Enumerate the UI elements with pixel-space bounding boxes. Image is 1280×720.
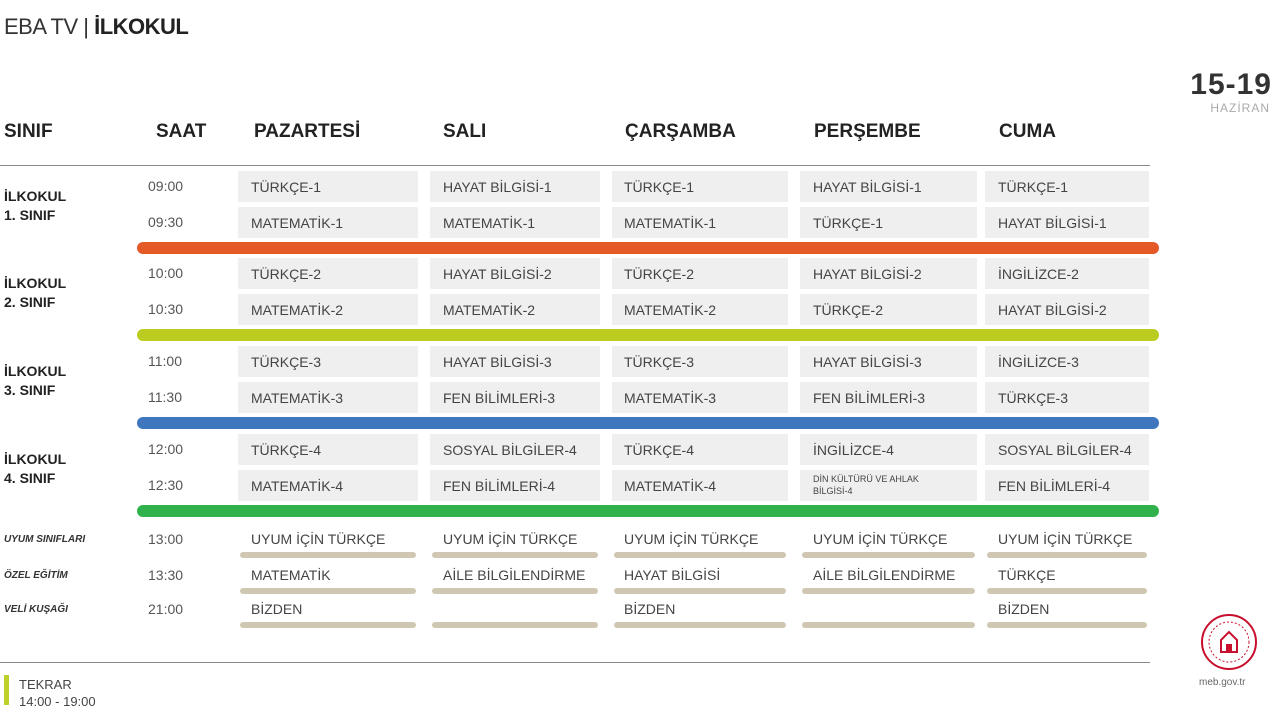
time-cell: 10:00 [148, 265, 184, 281]
subject-cell: AİLE BİLGİLENDİRME [443, 567, 586, 583]
subject-cell: İNGİLİZCE-2 [998, 266, 1079, 282]
subject-cell: UYUM İÇİN TÜRKÇE [443, 531, 578, 547]
subject-cell: HAYAT BİLGİSİ-1 [813, 179, 922, 195]
group-separator [137, 505, 1159, 517]
subject-cell: TÜRKÇE-2 [813, 302, 884, 318]
subject-cell: MATEMATİK-1 [443, 215, 536, 231]
subject-cell: TÜRKÇE-1 [813, 215, 884, 231]
subject-cell: UYUM İÇİN TÜRKÇE [624, 531, 759, 547]
cell-underline [614, 552, 786, 558]
time-cell: 12:00 [148, 441, 184, 457]
cell-underline [802, 622, 975, 628]
subject-cell: İNGİLİZCE-4 [813, 442, 894, 458]
meb-logo-icon [1199, 612, 1259, 672]
subject-cell: MATEMATİK-3 [624, 390, 717, 406]
group-separator [137, 417, 1159, 429]
footer-divider [0, 662, 1150, 663]
tekrar-marker [4, 675, 9, 705]
header-day: SALI [443, 121, 487, 142]
subject-cell: HAYAT BİLGİSİ-2 [813, 266, 922, 282]
time-cell: 21:00 [148, 601, 184, 617]
group-label: İLKOKUL 1. SINIF [4, 188, 67, 223]
category-label: UYUM SINIFLARI [4, 534, 86, 545]
subject-cell: HAYAT BİLGİSİ-1 [443, 179, 552, 195]
cell-underline [802, 552, 975, 558]
subject-cell: BİZDEN [624, 601, 676, 617]
cell-underline [240, 552, 416, 558]
subject-cell: MATEMATİK-2 [251, 302, 344, 318]
group-label: İLKOKUL 2. SINIF [4, 275, 67, 310]
title-main: İLKOKUL [94, 14, 189, 39]
subject-cell: MATEMATİK-4 [251, 478, 344, 494]
tekrar-info [19, 676, 96, 710]
subject-cell: TÜRKÇE-3 [998, 390, 1069, 406]
cell-underline [614, 622, 786, 628]
subject-cell: MATEMATİK-2 [443, 302, 536, 318]
time-cell: 13:30 [148, 567, 184, 583]
subject-cell: İNGİLİZCE-3 [998, 354, 1079, 370]
header-day: PAZARTESİ [254, 121, 361, 142]
header-day: ÇARŞAMBA [625, 121, 736, 142]
cell-underline [987, 588, 1147, 594]
subject-cell: HAYAT BİLGİSİ-1 [998, 215, 1107, 231]
tekrar-label: TEKRAR [19, 677, 72, 692]
header-day: PERŞEMBE [814, 121, 921, 142]
subject-cell: HAYAT BİLGİSİ-3 [443, 354, 552, 370]
time-cell: 11:30 [148, 389, 182, 405]
subject-cell: FEN BİLİMLERİ-3 [443, 390, 556, 406]
subject-cell: SOSYAL BİLGİLER-4 [998, 442, 1132, 458]
subject-cell: MATEMATİK-1 [624, 215, 717, 231]
header-sinif: SINIF [4, 121, 53, 142]
time-cell: 09:00 [148, 178, 184, 194]
header-saat: SAAT [156, 121, 207, 142]
tekrar-time: 14:00 - 19:00 [19, 694, 96, 709]
subject-cell: TÜRKÇE-3 [624, 354, 695, 370]
subject-cell: TÜRKÇE-1 [251, 179, 322, 195]
group-label: İLKOKUL 3. SINIF [4, 363, 67, 398]
subject-cell: TÜRKÇE-4 [251, 442, 322, 458]
subject-cell: UYUM İÇİN TÜRKÇE [813, 531, 948, 547]
subject-cell: TÜRKÇE-1 [998, 179, 1069, 195]
subject-cell: TÜRKÇE [998, 567, 1056, 583]
subject-cell: TÜRKÇE-2 [624, 266, 695, 282]
cell-underline [987, 552, 1147, 558]
date-month: HAZİRAN [1210, 101, 1270, 115]
subject-cell: UYUM İÇİN TÜRKÇE [251, 531, 386, 547]
subject-cell: FEN BİLİMLERİ-4 [443, 478, 556, 494]
time-cell: 11:00 [148, 353, 182, 369]
subject-cell: FEN BİLİMLERİ-3 [813, 390, 926, 406]
subject-cell: TÜRKÇE-1 [624, 179, 695, 195]
subject-cell: MATEMATİK [251, 567, 331, 583]
cell-underline [432, 588, 598, 594]
subject-cell: TÜRKÇE-2 [251, 266, 322, 282]
category-label: VELİ KUŞAĞI [4, 604, 68, 615]
subject-cell: UYUM İÇİN TÜRKÇE [998, 531, 1133, 547]
cell-underline [432, 552, 598, 558]
subject-cell: BİZDEN [998, 601, 1050, 617]
title-prefix: EBA TV | [4, 14, 95, 39]
subject-cell: TÜRKÇE-3 [251, 354, 322, 370]
header-divider [0, 165, 1150, 166]
subject-cell: HAYAT BİLGİSİ-3 [813, 354, 922, 370]
subject-cell: HAYAT BİLGİSİ-2 [443, 266, 552, 282]
subject-cell: DİN KÜLTÜRÜ VE AHLAK BİLGİSİ-4 [813, 474, 919, 496]
header-day: CUMA [999, 121, 1056, 142]
page-title [4, 14, 188, 40]
subject-cell: MATEMATİK-1 [251, 215, 344, 231]
subject-cell: MATEMATİK-4 [624, 478, 717, 494]
subject-cell: SOSYAL BİLGİLER-4 [443, 442, 577, 458]
subject-cell: TÜRKÇE-4 [624, 442, 695, 458]
category-label: ÖZEL EĞİTİM [4, 570, 68, 581]
cell-underline [432, 622, 598, 628]
group-label: İLKOKUL 4. SINIF [4, 451, 67, 486]
subject-cell: BİZDEN [251, 601, 303, 617]
cell-underline [802, 588, 975, 594]
subject-cell: HAYAT BİLGİSİ [624, 567, 721, 583]
subject-cell: AİLE BİLGİLENDİRME [813, 567, 956, 583]
group-separator [137, 242, 1159, 254]
time-cell: 09:30 [148, 214, 184, 230]
subject-cell: FEN BİLİMLERİ-4 [998, 478, 1111, 494]
subject-cell: MATEMATİK-2 [624, 302, 717, 318]
time-cell: 12:30 [148, 477, 184, 493]
subject-cell: MATEMATİK-3 [251, 390, 344, 406]
subject-cell: HAYAT BİLGİSİ-2 [998, 302, 1107, 318]
site-link[interactable]: meb.gov.tr [1199, 677, 1246, 688]
cell-underline [240, 622, 416, 628]
cell-underline [614, 588, 786, 594]
cell-underline [987, 622, 1147, 628]
date-range: 15-19 [1190, 68, 1272, 101]
cell-underline [240, 588, 416, 594]
group-separator [137, 329, 1159, 341]
time-cell: 10:30 [148, 301, 184, 317]
time-cell: 13:00 [148, 531, 184, 547]
